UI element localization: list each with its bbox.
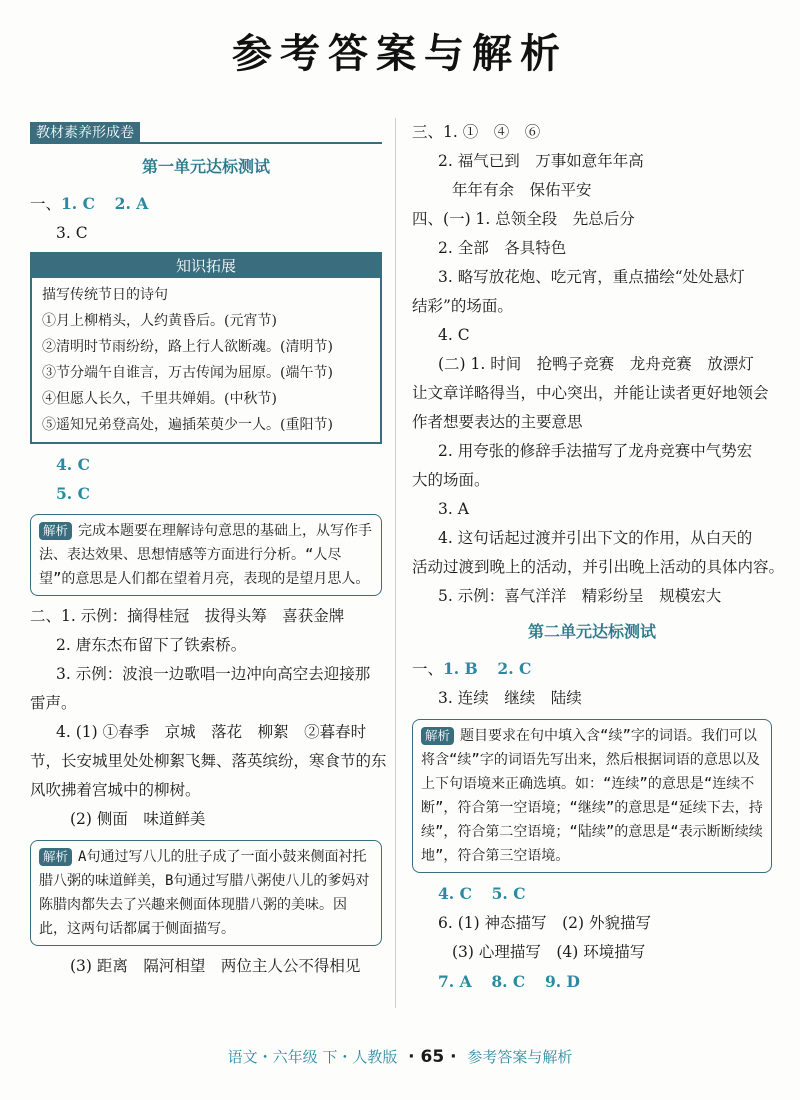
u1-q2-4b: 节，长安城里处处柳絮飞舞、落英缤纷，寒食节的东	[30, 752, 387, 770]
u2-q7: 7. A	[438, 972, 472, 991]
analysis-label: 解析	[39, 522, 72, 540]
page-title: 参考答案与解析	[232, 31, 568, 77]
unit2-heading: 第二单元达标测试	[527, 622, 656, 641]
u1-q3-2b: 年年有余 保佑平安	[452, 181, 592, 199]
knowledge-body	[32, 278, 380, 442]
u1-q1-label: 一、	[30, 195, 62, 213]
column-divider	[395, 118, 396, 1008]
u1-q2-4e: (3) 距离 隔河相望 两位主人公不得相见	[70, 957, 361, 975]
unit1-heading: 第一单元达标测试	[141, 157, 270, 176]
u1-q4-p2c: 作者想要表达的主要意思	[412, 413, 583, 431]
u2-q3: 3. 连续 继续 陆续	[438, 689, 582, 707]
u2-q7-9	[412, 967, 772, 997]
u2-q6a: 6. (1) 神态描写 (2) 外貌描写	[438, 914, 651, 932]
u1-q4b-3: 3. A	[438, 500, 469, 518]
knowledge-line: 描写传统节日的诗句	[42, 287, 168, 303]
u1-q2-label: 二、	[30, 607, 62, 625]
u1-q4: 4. C	[56, 455, 90, 474]
u1-q2-1: 1. 示例：摘得桂冠 拔得头筹 喜获金牌	[61, 607, 345, 625]
analysis-text: 完成本题要在理解诗句意思的基础上，从写作手法、表达效果、思想情感等方面进行分析。“人尽望”的意思是人们都在望着月亮，表现的是望月思人。	[39, 523, 373, 587]
analysis-note-2	[30, 840, 382, 946]
knowledge-box	[30, 252, 382, 444]
u2-q4-5	[412, 879, 772, 909]
u1-q4-2: 2. 全部 各具特色	[438, 239, 567, 257]
u1-q4b-2a: 2. 用夸张的修辞手法描写了龙舟竞赛中气势宏	[438, 442, 753, 460]
section-tag: 教材素养形成卷	[30, 122, 140, 144]
knowledge-line: ⑤遥知兄弟登高处，遍插茱萸少一人。(重阳节)	[42, 417, 333, 433]
knowledge-line: ④但愿人长久，千里共婵娟。(中秋节)	[42, 391, 277, 407]
analysis-text: A句通过写八儿的肚子成了一面小鼓来侧面衬托腊八粥的味道鲜美，B句通过写腊八粥使八儿的爹妈对陈腊肉都失去了兴趣来侧面体现腊八粥的美味。因此，这两句话都属于侧面描写。	[39, 849, 370, 937]
u2-q5: 5. C	[491, 884, 526, 903]
u1-q2-4d: (2) 侧面 味道鲜美	[70, 810, 206, 828]
footer-section: 参考答案与解析	[467, 1048, 573, 1066]
u1-q4b-5: 5. 示例：喜气洋洋 精彩纷呈 规模宏大	[438, 587, 722, 605]
u1-q4-p1: (一) 1. 总领全段 先总后分	[443, 210, 635, 228]
right-column	[412, 118, 785, 997]
u1-q4-line	[412, 205, 772, 234]
u1-q1c: 3. C	[56, 224, 88, 242]
knowledge-line: ③节分端午自谁言，万古传闻为屈原。(端午节)	[42, 365, 333, 381]
u1-q3-line	[412, 118, 772, 147]
u2-q9: 9. D	[544, 972, 580, 991]
analysis-note-3	[412, 719, 772, 873]
u2-q4: 4. C	[438, 884, 472, 903]
u2-q1-label: 一、	[412, 660, 444, 678]
u1-q2-line	[30, 602, 382, 631]
u1-q4-4: 4. C	[438, 326, 470, 344]
u2-q1-line	[412, 654, 772, 684]
u1-q4-3a: 3. 略写放花炮、吃元宵，重点描绘“处处悬灯	[438, 268, 745, 286]
u2-q1b: 2. C	[497, 659, 532, 678]
u1-q4b-2b: 大的场面。	[412, 471, 490, 489]
u2-q8: 8. C	[491, 972, 526, 991]
u1-q3-2a: 2. 福气已到 万事如意年年高	[438, 152, 644, 170]
u1-q3-label: 三、	[412, 123, 444, 141]
u1-q1-line	[30, 189, 382, 219]
u1-q2-3b: 雷声。	[30, 694, 77, 712]
u1-q1b: 2. A	[114, 194, 149, 213]
u1-q2-2: 2. 唐东杰布留下了铁索桥。	[56, 636, 247, 654]
u1-q4b-4b: 活动过渡到晚上的活动，并引出晚上活动的具体内容。	[412, 558, 785, 576]
u1-q2-4a: 4. (1) ①春季 京城 落花 柳絮 ②暮春时	[56, 723, 367, 741]
analysis-label: 解析	[39, 848, 72, 866]
analysis-label: 解析	[421, 727, 454, 745]
page-number-value: 65	[420, 1047, 445, 1067]
knowledge-header: 知识拓展	[32, 254, 380, 278]
page-number: · 65 ·	[408, 1047, 457, 1067]
u1-q2-4c: 风吹拂着宫城中的柳树。	[30, 781, 201, 799]
u2-q6b: (3) 心理描写 (4) 环境描写	[452, 943, 646, 961]
u1-q4-3b: 结彩”的场面。	[412, 297, 513, 315]
page-footer	[0, 1046, 800, 1067]
u1-q4b-4a: 4. 这句话起过渡并引出下文的作用，从白天的	[438, 529, 753, 547]
left-column	[30, 118, 387, 981]
knowledge-line: ①月上柳梢头，人约黄昏后。(元宵节)	[42, 313, 277, 329]
analysis-text: 题目要求在句中填入含“续”字的词语。我们可以将含“续”字的词语先写出来，然后根据词语的意思以及上下句语境来正确选填。如：“连续”的意思是“连续不断”，符合第一空语境；“继续”的意思是“延续下去，持续”，符合第二空语境；“陆续”的意思是“表示断断续续地”，符合第三空语境。	[421, 728, 763, 864]
u1-q1a: 1. C	[61, 194, 95, 213]
u2-q1a: 1. B	[443, 659, 478, 678]
u1-q2-3a: 3. 示例：波浪一边歌唱一边冲向高空去迎接那	[56, 665, 371, 683]
u1-q4-p2b: 让文章详略得当，中心突出，并能让读者更好地领会	[412, 384, 769, 402]
analysis-note-1	[30, 514, 382, 596]
section-tagline	[30, 118, 382, 144]
u1-q4-label: 四、	[412, 210, 444, 228]
u1-q5: 5. C	[56, 484, 90, 503]
knowledge-line: ②清明时节雨纷纷，路上行人欲断魂。(清明节)	[42, 339, 333, 355]
u1-q3-1: 1. ① ④ ⑥	[443, 123, 541, 141]
u1-q4-p2a: (二) 1. 时间 抢鸭子竞赛 龙舟竞赛 放漂灯	[438, 355, 754, 373]
footer-book: 语文・六年级 下・人教版	[227, 1048, 398, 1066]
